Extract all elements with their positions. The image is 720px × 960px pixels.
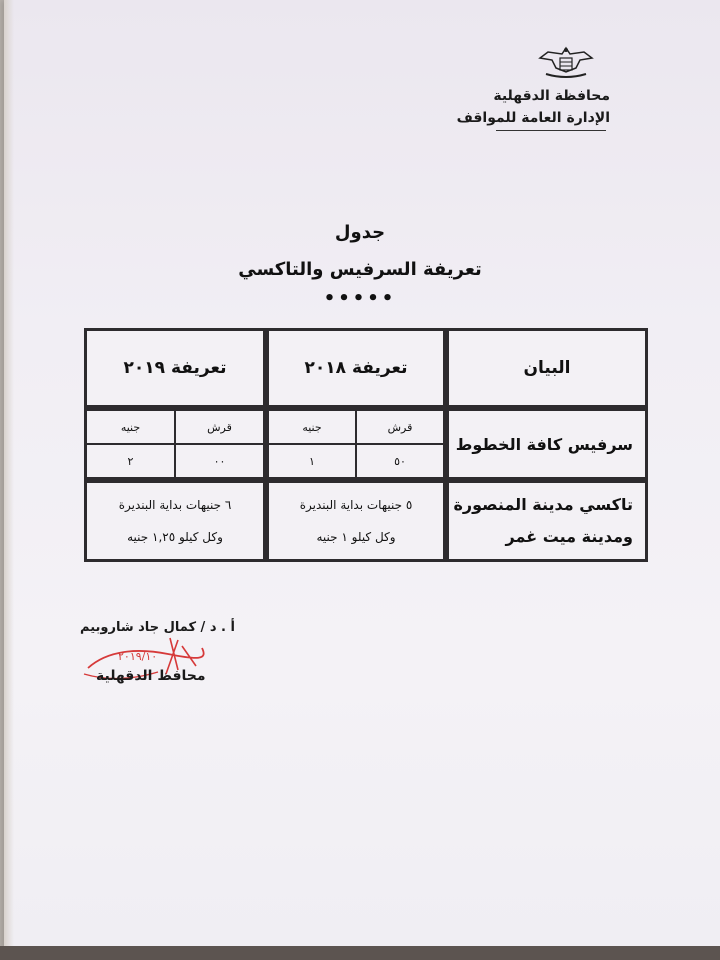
header-underline — [496, 130, 606, 131]
taxi-2019-line2: وكل كيلو ١,٢٥ جنيه — [127, 530, 223, 544]
signatory-title: محافظ الدقهلية — [96, 668, 206, 684]
eagle-emblem-icon — [536, 44, 596, 80]
taxi-label — [449, 483, 645, 559]
governorate-name: محافظة الدقهلية — [493, 88, 610, 104]
taxi-tariff-2018 — [269, 483, 443, 559]
tariff-table — [84, 328, 648, 562]
bottom-shadow — [0, 946, 720, 960]
taxi-2019-line1: ٦ جنيهات بداية البنديرة — [118, 498, 232, 512]
paper-edge-shadow — [4, 0, 14, 950]
taxi-2018-line1: ٥ جنيهات بداية البنديرة — [299, 498, 413, 512]
service-pound-2019: ٢ — [87, 445, 174, 477]
taxi-2018-line2: وكل كيلو ١ جنيه — [316, 530, 396, 544]
service-piaster-2019: ٠٠ — [176, 445, 263, 477]
taxi-label-line2: ومدينة ميت غمر — [505, 527, 633, 546]
service-label: سرفيس كافة الخطوط — [449, 411, 645, 477]
header-2019: تعريفة ٢٠١٩ — [87, 331, 263, 405]
unit-piaster-2018: قرش — [357, 411, 443, 443]
header-item: البيان — [449, 331, 645, 405]
title-decoration: ••••• — [323, 288, 397, 309]
service-piaster-2018: ٥٠ — [357, 445, 443, 477]
service-pound-2018: ١ — [269, 445, 355, 477]
unit-piaster-2019: قرش — [176, 411, 263, 443]
signatory-name: أ . د / كمال جاد شاروبيم — [80, 620, 235, 635]
unit-pound-2019: جنيه — [87, 411, 174, 443]
department-name: الإدارة العامة للمواقف — [456, 110, 610, 126]
taxi-label-line1: تاكسي مدينة المنصورة — [453, 495, 633, 514]
document-title: جدول — [334, 222, 386, 243]
unit-pound-2018: جنيه — [269, 411, 355, 443]
header-2018: تعريفة ٢٠١٨ — [269, 331, 443, 405]
taxi-tariff-2019 — [87, 483, 263, 559]
document-subtitle: تعريفة السرفيس والتاكسي — [238, 259, 482, 280]
signature-date: ٢٠١٩/١٠ — [118, 650, 158, 663]
